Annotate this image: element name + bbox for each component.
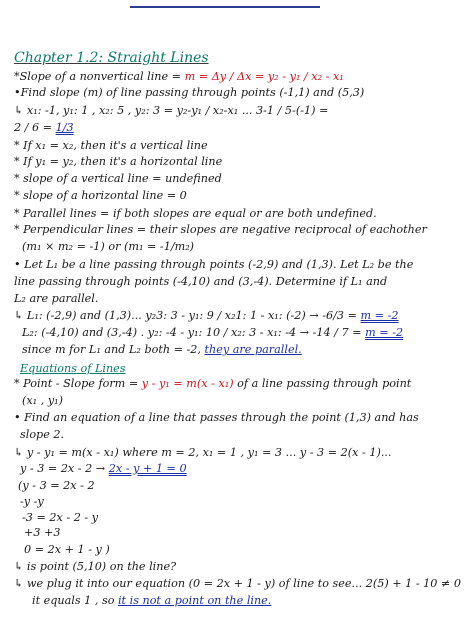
- note-line: [22, 511, 98, 524]
- note-text: • Find an equation of a line that passes through the point (1,3) and has: [14, 411, 419, 424]
- note-text: * Point - Slope form =: [14, 377, 142, 390]
- note-text: ↳ L₁: (-2,9) and (1,3)... y₂3: 3 - y₁: 9 / x₂1: 1 - x₁: (-2) → -6/3 =: [14, 309, 361, 322]
- note-text: since m for L₁ and L₂ both = -2,: [22, 343, 205, 356]
- note-text: ↳ y - y₁ = m(x - x₁) where m = 2, x₁ = 1 , y₁ = 3 ... y - 3 = 2(x - 1)...: [14, 446, 392, 459]
- note-line: [14, 292, 98, 305]
- note-text: * slope of a vertical line = undefined: [14, 172, 222, 185]
- note-text: +3 +3: [24, 526, 61, 539]
- note-line: [14, 309, 399, 322]
- note-line: [22, 394, 63, 407]
- note-text: (m₁ × m₂ = -1) or (m₁ = -1/m₂): [22, 240, 195, 253]
- note-text: •Find slope (m) of line passing through points (-1,1) and (5,3): [14, 86, 365, 99]
- note-text: (y - 3 = 2x - 2: [18, 479, 95, 492]
- note-text: it equals 1 , so: [32, 594, 118, 607]
- note-text: *Slope of a nonvertical line =: [14, 70, 185, 83]
- note-line: [20, 462, 187, 475]
- note-text: L₂: (-4,10) and (3,-4) . y₂: -4 - y₁: 10 / x₂: 3 - x₁: -4 → -14 / 7 =: [22, 326, 366, 339]
- note-line: [14, 86, 364, 99]
- note-line: [22, 326, 403, 339]
- note-text: -3 = 2x - 2 - y: [22, 511, 99, 524]
- note-text: 1/3: [55, 121, 74, 134]
- note-text: line passing through points (-4,10) and (3,-4). Determine if L₁ and: [14, 275, 388, 288]
- note-line: [18, 479, 95, 492]
- note-line: [14, 577, 461, 590]
- note-line: [14, 377, 411, 390]
- note-text: 2 / 6 =: [14, 121, 56, 134]
- note-text: ↳ is point (5,10) on the line?: [14, 560, 177, 573]
- note-text: y - y₁ = m(x - x₁): [141, 377, 234, 390]
- note-line: [14, 104, 328, 117]
- note-line: [14, 139, 208, 152]
- note-text: * slope of a horizontal line = 0: [14, 189, 187, 202]
- note-line: [14, 155, 222, 168]
- note-text: ↳ x₁: -1, y₁: 1 , x₂: 5 , y₂: 3 = y₂-y₁ / x₂-x₁ ... 3-1 / 5-(-1) =: [14, 104, 329, 117]
- note-text: Equations of Lines: [20, 362, 126, 375]
- note-line: [14, 189, 187, 202]
- top-rule: [130, 6, 320, 8]
- note-text: m = Δy / Δx = y₂ - y₁ / x₂ - x₁: [184, 70, 344, 83]
- note-text: * Perpendicular lines = their slopes are negative reciprocal of eachother: [14, 223, 427, 236]
- note-line: [24, 543, 110, 556]
- note-line: [14, 258, 413, 271]
- note-text: of a line passing through point: [233, 377, 412, 390]
- note-text: 0 = 2x + 1 - y ): [24, 543, 110, 556]
- note-line: [20, 428, 64, 441]
- note-line: [14, 411, 419, 424]
- note-text: ↳ we plug it into our equation (0 = 2x + 1 - y) of line to see... 2(5) + 1 - 10 ≠ 0: [14, 577, 462, 590]
- note-line: [20, 495, 44, 508]
- page-title: Chapter 1.2: Straight Lines: [14, 50, 209, 66]
- note-line: [32, 594, 271, 607]
- note-text: y - 3 = 2x - 2 →: [20, 462, 109, 475]
- note-line: [14, 223, 427, 236]
- note-line: [14, 121, 74, 134]
- note-line: [20, 362, 126, 375]
- note-line: [14, 560, 176, 573]
- note-text: slope 2.: [20, 428, 65, 441]
- note-text: * If x₁ = x₂, then it's a vertical line: [14, 139, 208, 152]
- note-line: [14, 275, 387, 288]
- note-text: -y -y: [20, 495, 44, 508]
- note-text: L₂ are parallel.: [14, 292, 99, 305]
- note-text: it is not a point on the line.: [117, 594, 272, 607]
- note-line: [14, 207, 377, 220]
- note-text: m = -2: [360, 309, 399, 322]
- note-line: [14, 70, 344, 83]
- note-text: 2x - y + 1 = 0: [108, 462, 187, 475]
- note-line: [22, 343, 302, 356]
- note-text: m = -2: [365, 326, 404, 339]
- note-text: (x₁ , y₁): [22, 394, 63, 407]
- note-line: [24, 526, 61, 539]
- note-line: [14, 446, 392, 459]
- note-line: [22, 240, 194, 253]
- note-text: • Let L₁ be a line passing through points (-2,9) and (1,3). Let L₂ be the: [14, 258, 414, 271]
- note-line: [14, 172, 222, 185]
- note-text: * If y₁ = y₂, then it's a horizontal line: [14, 155, 223, 168]
- note-text: they are parallel.: [204, 343, 302, 356]
- note-text: * Parallel lines = if both slopes are equal or are both undefined.: [14, 207, 377, 220]
